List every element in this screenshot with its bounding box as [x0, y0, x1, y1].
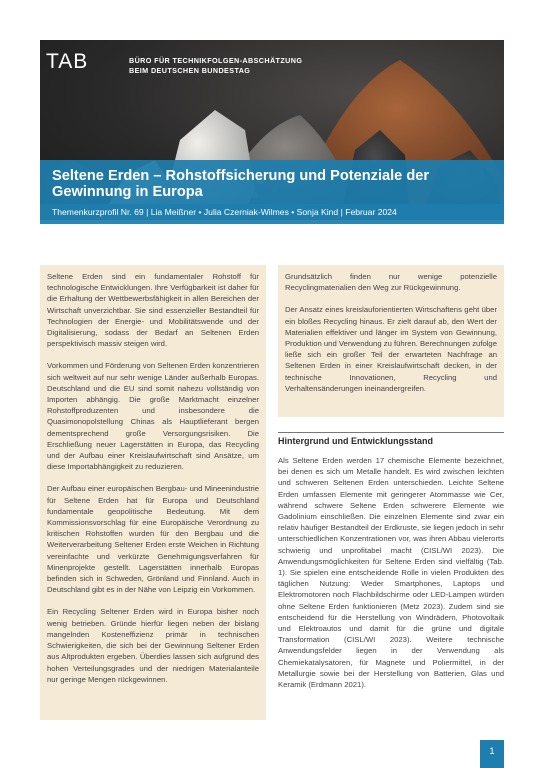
org-line-1: BÜRO FÜR TECHNIKFOLGEN-ABSCHÄTZUNG — [129, 56, 303, 65]
organization-name — [129, 56, 309, 76]
summary-box-right — [278, 265, 504, 417]
section-heading: Hintergrund und Entwicklungsstand — [278, 432, 504, 446]
summary-box-left — [40, 265, 266, 720]
org-line-2: BEIM DEUTSCHEN BUNDESTAG — [129, 66, 251, 75]
summary-paragraph-3: Der Aufbau einer europäischen Bergbau- und Mineenindustrie für Seltene Erden hat für Europa und Deutschland fundamentale geopolitische Bedeutung. Mit dem Kommissionsvorschlag für eine Europäische Verordnung zu kritischen Rohstoffen wurden für den Bergbau und die Weiterverarbeitung Seltener Erden erste Weichen in Richtung vereinfachte und verkürzte Genehmigungsverfahren für Minenprojekte gestellt. Lagerstätten innerhalb Europas befinden sich in Schweden, Grönland und Finnland. Auch in Deutschland gibt es in der Nähe von Leipzig ein Vorkommen. — [47, 484, 259, 595]
summary-paragraph-2: Vorkommen und Förderung von Seltenen Erden konzentrieren sich weltweit auf nur sehr wenige Länder außerhalb Europas. Deutschland und die EU sind somit nahezu vollständig von Importen abhängig. Die große Marktmacht einzelner Rohstoffproduzenten und insbesondere die Quasimonopolstellung Chinas als Hauptlieferant bergen dementsprechend große Versorgungsrisiken. Die Erschließung neuer Lagerstätten in Europa, das Recycling und der Aufbau einer Kreislaufwirtschaft sind Ansätze, um diese Importabhängigkeit zu reduzieren. — [47, 361, 259, 472]
summary-paragraph-1: Seltene Erden sind ein fundamentaler Rohstoff für technologische Entwicklungen. Ihre Verfügbarkeit ist daher für die Erhaltung der Wettbewerbsfähigkeit in allen Bereichen der Wirtschaft unverzichtbar. Sie sind essenzieller Bestandteil für Technologien der Energie- und Mobilitätswende und der Digitalisierung, sodass der Bedarf an Seltenen Erden perspektivisch massiv steigen wird. — [47, 272, 259, 349]
meta-line: Themenkurzprofil Nr. 69 | Lia Meißner • Julia Czerniak-Wilmes • Sonja Kind | Februar 2024 — [40, 204, 504, 224]
page-number: 1 — [480, 740, 504, 768]
summary-paragraph-6: Der Ansatz eines kreislauforientierten Wirtschaftens geht über ein bloßes Recycling hinaus. Er zielt darauf ab, den Wert der Materialien effektiver und länger im System von Gewinnung, Produktion und Verwendung zu führen. Berechnungen zufolge ließe sich ein großer Teil der erwarteten Nachfrage an Seltenen Erden in einer Kreislaufwirtschaft decken, in der technische Innovationen, Recycling und Verhaltensänderungen ineinandergreifen. — [285, 305, 497, 393]
section-body: Als Seltene Erden werden 17 chemische Elemente bezeichnet, bei denen es sich um Metalle handelt. Es wird zwischen leichten und schweren Seltenen Erden unterschieden. Leichte Seltene Erden umfassen Elemente mit geringerer Atommasse wie Cer, während schwere Seltene Erden schwerere Elemente wie Gadolinium einschließen. Die einzelnen Elemente sind zwar ein relativ häufiger Bestandteil der Erdkruste, sie liegen jedoch in sehr unterschiedlichen Konzentrationen vor, was ihren Abbau vielerorts schwierig und unprofitabel macht (CISL/WI 2023). Die Anwendungsmöglichkeiten für Seltene Erden sind vielfältig (Tab. 1). Sie spielen eine entscheidende Rolle in vielen Produkten des täglichen Nutzung: Weder Smartphones, Laptops und Elektromotoren noch Flachbildschirme oder LED-Lampen würden ohne Seltene Erden funktionieren (Metz 2023). Zudem sind sie entscheidend für die Herstellung von Windrädern, Photovoltaik und Elektroautos und damit für die grüne und digitale Transformation (CISL/WI 2023). Weitere technische Anwendungsfelder liegen in der Verwendung als Chemiekatalysatoren, für Magnete und Poliermittel, in der Metallurgie sowie bei der Herstellung von Batterien, Glas und Keramik (Erdmann 2021). — [278, 456, 504, 690]
summary-paragraph-5: Grundsätzlich finden nur wenige potenzielle Recyclingmaterialien den Weg zur Rückgewinnung. — [285, 272, 497, 293]
tab-logo: TAB — [46, 50, 89, 73]
summary-paragraph-4: Ein Recycling Seltener Erden wird in Europa bisher noch wenig betrieben. Gründe hierfür liegen neben der bislang mangelnden Kosteneffizienz primär in technischen Schwierigkeiten, die sich bei der Gewinnung Seltener Erden aus Altprodukten ergeben. Überdies lassen sich aufgrund des hohen Verteilungsgrades und der niedrigen Materialanteile nur geringe Mengen rückgewinnen. — [47, 607, 259, 684]
page-title: Seltene Erden – Rohstoffsicherung und Potenziale der Gewinnung in Europa — [52, 168, 430, 200]
